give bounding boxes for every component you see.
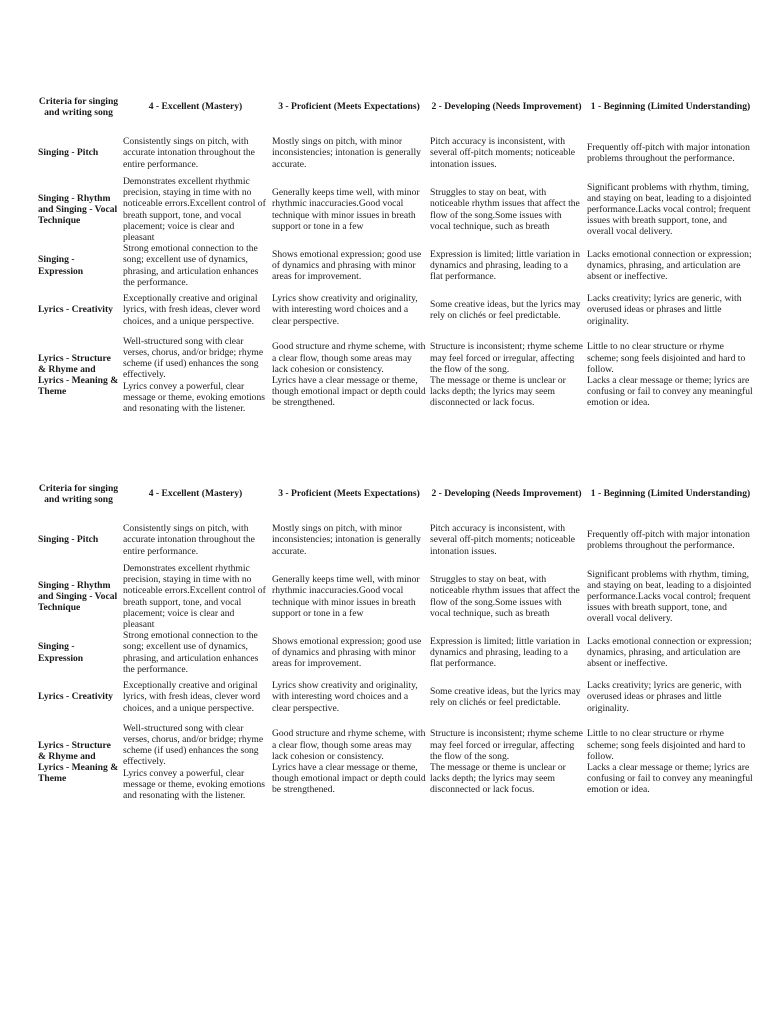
level-1-cell: Lacks creativity; lyrics are generic, with overused ideas or phrases and little originality. bbox=[587, 293, 742, 327]
level-1-header: 1 - Beginning (Limited Understanding) bbox=[590, 488, 751, 500]
criterion-label: Singing - Expression bbox=[38, 254, 84, 277]
level-4-cell: Demonstrates excellent rhythmic precision, staying in time with no noticeable errors.Excellent control of breath support, tone, and vocal placement; voice is clear and pleasant bbox=[123, 176, 266, 244]
level-4-cell: Strong emotional connection to the song; excellent use of dynamics, phrasing, and articulation enhances the performance. bbox=[123, 243, 259, 288]
header-row bbox=[36, 471, 756, 517]
table-row bbox=[36, 517, 756, 563]
rubric-table bbox=[36, 471, 756, 805]
criterion-label: Singing - Rhythm and Singing - Vocal Technique bbox=[38, 192, 118, 227]
level-3-cell: Lyrics show creativity and originality, with interesting word choices and a clear perspective. bbox=[272, 293, 418, 327]
level-1-cell: Lacks creativity; lyrics are generic, with overused ideas or phrases and little originality. bbox=[587, 680, 742, 714]
criterion-label: Singing - Expression bbox=[38, 641, 84, 664]
level-3-cell: Shows emotional expression; good use of dynamics and phrasing with minor areas for improvement. bbox=[272, 635, 422, 670]
level-2-cell: Structure is inconsistent; rhyme scheme may feel forced or irregular, affecting the flow of the song. The message or theme is unclear or lacks depth; the lyrics may seem disconnected or lack focus. bbox=[430, 728, 583, 796]
table-row bbox=[36, 719, 756, 805]
level-1-cell: Little to no clear structure or rhyme scheme; song feels disjointed and hard to follow. Lacks a clear message or theme; lyrics are confusing or fail to convey any meaningful emotion or idea. bbox=[587, 728, 753, 796]
table-row bbox=[36, 675, 756, 719]
level-3-cell: Mostly sings on pitch, with minor inconsistencies; intonation is generally accurate. bbox=[272, 136, 421, 170]
level-4-cell: Strong emotional connection to the song; excellent use of dynamics, phrasing, and articulation enhances the performance. bbox=[123, 630, 259, 675]
table-row bbox=[36, 243, 756, 288]
level-1-cell: Frequently off-pitch with major intonation problems throughout the performance. bbox=[587, 528, 750, 551]
level-2-cell: Expression is limited; little variation in dynamics and phrasing, leading to a flat performance. bbox=[430, 635, 581, 670]
table-row bbox=[36, 176, 756, 243]
level-2-cell: Structure is inconsistent; rhyme scheme may feel forced or irregular, affecting the flow of the song. The message or theme is unclear or lacks depth; the lyrics may seem disconnected or lack focus. bbox=[430, 341, 583, 409]
level-4-cell: Exceptionally creative and original lyrics, with fresh ideas, clever word choices, and a unique perspective. bbox=[123, 680, 261, 714]
level-3-cell: Good structure and rhyme scheme, with a clear flow, though some areas may lack cohesion or consistency. Lyrics have a clear message or theme, though emotional impact or depth could be strengthened. bbox=[272, 728, 426, 796]
level-3-header: 3 - Proficient (Meets Expectations) bbox=[278, 101, 420, 113]
criterion-label: Lyrics - Structure & Rhyme and Lyrics - Meaning & Theme bbox=[38, 739, 119, 785]
level-2-cell: Some creative ideas, but the lyrics may rely on clichés or feel predictable. bbox=[430, 685, 581, 709]
level-3-cell: Generally keeps time well, with minor rhythmic inaccuracies.Good vocal technique with minor issues in breath support or tone in a few bbox=[272, 574, 420, 619]
level-4-header: 4 - Excellent (Mastery) bbox=[148, 488, 243, 500]
level-3-cell: Lyrics show creativity and originality, with interesting word choices and a clear perspective. bbox=[272, 680, 418, 714]
level-2-header: 2 - Developing (Needs Improvement) bbox=[431, 101, 582, 113]
rubric-table bbox=[36, 84, 756, 418]
level-1-cell: Frequently off-pitch with major intonation problems throughout the performance. bbox=[587, 141, 750, 164]
level-1-header: 1 - Beginning (Limited Understanding) bbox=[590, 101, 751, 113]
table-row bbox=[36, 630, 756, 675]
table-row bbox=[36, 288, 756, 332]
criterion-label: Lyrics - Structure & Rhyme and Lyrics - Meaning & Theme bbox=[38, 352, 119, 398]
level-4-cell: Consistently sings on pitch, with accurate intonation throughout the entire performance. bbox=[123, 136, 255, 170]
criterion-label: Singing - Pitch bbox=[38, 534, 99, 546]
criterion-label: Lyrics - Creativity bbox=[38, 691, 113, 703]
level-4-cell: Consistently sings on pitch, with accurate intonation throughout the entire performance. bbox=[123, 523, 255, 557]
level-3-cell: Shows emotional expression; good use of dynamics and phrasing with minor areas for improvement. bbox=[272, 248, 422, 283]
criterion-label: Singing - Pitch bbox=[38, 147, 99, 159]
criterion-label: Singing - Rhythm and Singing - Vocal Technique bbox=[38, 579, 118, 614]
level-3-header: 3 - Proficient (Meets Expectations) bbox=[278, 488, 420, 500]
level-4-cell: Demonstrates excellent rhythmic precision, staying in time with no noticeable errors.Excellent control of breath support, tone, and vocal placement; voice is clear and pleasant bbox=[123, 563, 266, 631]
level-1-cell: Little to no clear structure or rhyme scheme; song feels disjointed and hard to follow. Lacks a clear message or theme; lyrics are confusing or fail to convey any meaningful emotion or idea. bbox=[587, 341, 753, 409]
level-2-cell: Expression is limited; little variation in dynamics and phrasing, leading to a flat performance. bbox=[430, 248, 581, 283]
level-1-cell: Significant problems with rhythm, timing, and staying on beat, leading to a disjointed performance.Lacks vocal control; frequent issues with breath support, tone, and overall vocal delivery. bbox=[587, 568, 752, 625]
level-4-cell: Exceptionally creative and original lyrics, with fresh ideas, clever word choices, and a unique perspective. bbox=[123, 293, 261, 327]
table-row bbox=[36, 332, 756, 418]
level-3-cell: Good structure and rhyme scheme, with a clear flow, though some areas may lack cohesion or consistency. Lyrics have a clear message or theme, though emotional impact or depth could be strengthened. bbox=[272, 341, 426, 409]
level-1-cell: Significant problems with rhythm, timing, and staying on beat, leading to a disjointed performance.Lacks vocal control; frequent issues with breath support, tone, and overall vocal delivery. bbox=[587, 181, 752, 238]
level-3-cell: Generally keeps time well, with minor rhythmic inaccuracies.Good vocal technique with minor issues in breath support or tone in a few bbox=[272, 187, 420, 232]
criteria-header: Criteria for singing and writing song bbox=[38, 482, 119, 505]
level-1-cell: Lacks emotional connection or expression; dynamics, phrasing, and articulation are absent or ineffective. bbox=[587, 635, 752, 670]
level-1-cell: Lacks emotional connection or expression; dynamics, phrasing, and articulation are absent or ineffective. bbox=[587, 248, 752, 283]
table-row bbox=[36, 563, 756, 630]
header-row bbox=[36, 84, 756, 130]
criterion-label: Lyrics - Creativity bbox=[38, 304, 113, 316]
level-2-header: 2 - Developing (Needs Improvement) bbox=[431, 488, 582, 500]
level-2-cell: Some creative ideas, but the lyrics may rely on clichés or feel predictable. bbox=[430, 298, 581, 322]
criteria-header: Criteria for singing and writing song bbox=[38, 95, 119, 118]
level-2-cell: Pitch accuracy is inconsistent, with several off-pitch moments; noticeable intonation issues. bbox=[430, 523, 576, 557]
level-4-cell: Well-structured song with clear verses, chorus, and/or bridge; rhyme scheme (if used) enhances the song effectively. Lyrics convey a powerful, clear message or theme, evoking emotions and resonating with the listener. bbox=[123, 335, 266, 415]
level-2-cell: Struggles to stay on beat, with noticeable rhythm issues that affect the flow of the song.Some issues with vocal technique, such as breath bbox=[430, 187, 580, 232]
level-4-header: 4 - Excellent (Mastery) bbox=[148, 101, 243, 113]
level-2-cell: Struggles to stay on beat, with noticeable rhythm issues that affect the flow of the song.Some issues with vocal technique, such as breath bbox=[430, 574, 580, 619]
level-4-cell: Well-structured song with clear verses, chorus, and/or bridge; rhyme scheme (if used) enhances the song effectively. Lyrics convey a powerful, clear message or theme, evoking emotions and resonating with the listener. bbox=[123, 722, 266, 802]
table-row bbox=[36, 130, 756, 176]
level-2-cell: Pitch accuracy is inconsistent, with several off-pitch moments; noticeable intonation issues. bbox=[430, 136, 576, 170]
level-3-cell: Mostly sings on pitch, with minor inconsistencies; intonation is generally accurate. bbox=[272, 523, 421, 557]
